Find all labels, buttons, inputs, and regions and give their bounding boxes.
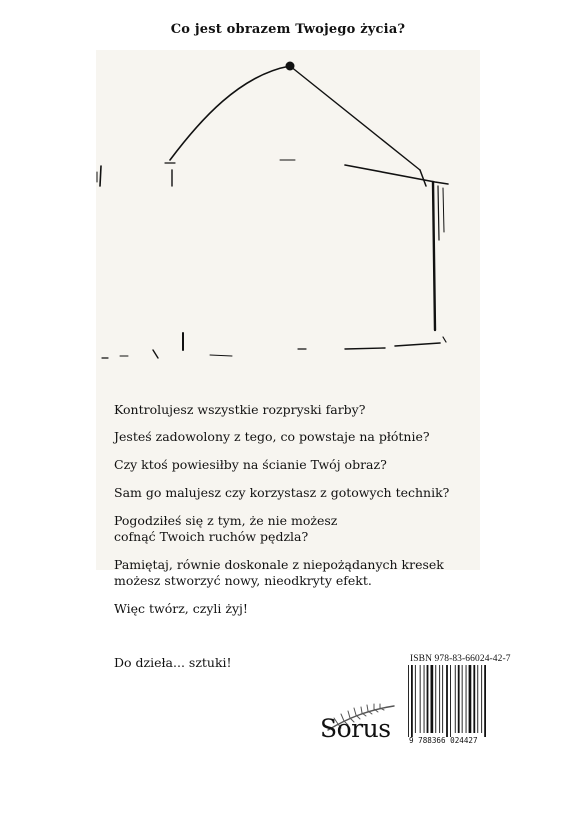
barcode (406, 665, 506, 745)
barcode-bar (415, 665, 416, 733)
text-line: Sam go malujesz czy korzystasz z gotowych technik? (114, 485, 450, 500)
barcode-bar (420, 665, 421, 733)
barcode-bar (469, 665, 472, 733)
text-line: możesz stworzyć nowy, nieodkryty efekt. (114, 573, 372, 588)
barcode-digits: 9 788366 024427 (409, 736, 478, 745)
text-line: Więc twórz, czyli żyj! (114, 601, 248, 616)
text-line: Jesteś zadowolony z tego, co powstaje na płótnie? (114, 429, 430, 444)
barcode-bar (427, 665, 429, 733)
text-line: cofnąć Twoich ruchów pędzla? (114, 529, 309, 544)
barcode-bar (484, 665, 486, 737)
barcode-bar (458, 665, 460, 733)
barcode-bar (450, 665, 451, 737)
barcode-bar (435, 665, 436, 733)
barcode-bar (455, 665, 456, 733)
barcode-bar (466, 665, 467, 733)
closing-line: Do dzieła... sztuki! (114, 655, 232, 670)
barcode-bar (424, 665, 425, 733)
barcode-bar (431, 665, 434, 733)
text-line: Pogodziłeś się z tym, że nie możesz (114, 513, 338, 528)
barcode-bar (442, 665, 443, 733)
house-sketch (0, 0, 576, 380)
text-line: Czy ktoś powiesiłby na ścianie Twój obraz? (114, 457, 387, 472)
barcode-bar (439, 665, 440, 733)
isbn-label: ISBN 978-83-66024-42-7 (410, 654, 511, 664)
barcode-bar (477, 665, 478, 733)
barcode-bar (446, 665, 448, 737)
barcode-bar (462, 665, 463, 733)
barcode-bar (408, 665, 409, 737)
page-title: Co jest obrazem Twojego życia? (170, 22, 406, 37)
publisher-logo: Sorus (320, 714, 391, 743)
text-line: Kontrolujesz wszystkie rozpryski farby? (114, 402, 366, 417)
barcode-bar (411, 665, 413, 737)
text-line: Pamiętaj, równie doskonale z niepożądanych kresek (114, 557, 444, 572)
barcode-bar (473, 665, 475, 733)
barcode-bar (481, 665, 482, 733)
